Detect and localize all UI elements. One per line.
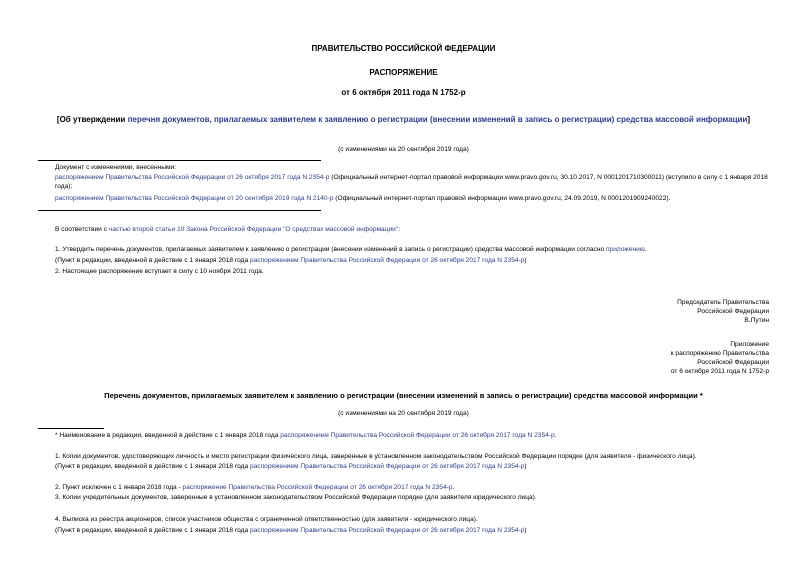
list-title: Перечень документов, прилагаемых заявителем к заявлению о регистрации (внесении изменений в запись о регистрации) средства массовой информации * <box>104 391 703 400</box>
signature-line-2: Российской Федерации <box>697 307 769 315</box>
list-item-1-note-prefix: (Пункт в редакции, введенной в действие с 1 января 2018 года <box>55 463 250 470</box>
document-title <box>40 115 767 125</box>
appendix-link[interactable]: приложению <box>605 246 645 253</box>
government-heading: ПРАВИТЕЛЬСТВО РОССИЙСКОЙ ФЕДЕРАЦИИ <box>311 44 496 53</box>
list-item-3: 3. Копии учредительных документов, заверенные в установленном законодательством Российской Федерации порядке (для заявителя юридического лица). <box>55 494 537 501</box>
title-prefix: [Об утверждении <box>56 115 128 124</box>
appendix-line-1: Приложение <box>730 341 769 348</box>
signature-line-1: Председатель Правительства <box>677 299 769 306</box>
legal-basis-suffix: : <box>398 226 401 233</box>
list-item-4-note-prefix: (Пункт в редакции, введенной в действие с 1 января 2018 года <box>55 527 250 534</box>
divider-bottom <box>38 210 321 211</box>
paragraph-1-text: 1. Утвердить перечень документов, прилагаемых заявителем к заявлению о регистрации (внесении изменений в запись о регистрации) средства массовой информации согласно <box>55 246 606 253</box>
list-item-4-note-suffix: ) <box>524 527 527 534</box>
changes-item-2-text: (Официальный интернет-портал правовой информации www.pravo.gov.ru, 24.09.2019, N 0001201909240022). <box>333 195 671 202</box>
changes-item-1-link[interactable]: распоряжением Правительства Российской Федерации от 26 октября 2017 года N 2354-р <box>55 174 330 181</box>
list-item-2-link[interactable]: распоряжение Правительства Российской Федерации от 26 октября 2017 года N 2354-р <box>182 484 453 491</box>
list-item-1: 1. Копии документов, удостоверяющих личность и место регистрации физического лица, заверенные в установленном законодательством Российской Федерации порядке (для заявителя - физического лица). <box>55 453 697 460</box>
list-item-1-note <box>55 463 527 472</box>
title-revision-note: (с изменениями на 20 сентября 2019 года) <box>338 146 469 153</box>
list-item-4-note <box>55 527 527 536</box>
changes-item-2-link[interactable]: распоряжением Правительства Российской Федерации от 20 сентября 2019 года N 2140-р <box>55 195 334 202</box>
list-item-4: 4. Выписка из реестра акционеров, список участников общества с ограниченной ответственностью (для заявителя - юридического лица). <box>55 516 478 523</box>
changes-intro: Документ с изменениями, внесенными: <box>55 164 177 171</box>
list-item-1-note-link[interactable]: распоряжением Правительства Российской Федерации от 26 октября 2017 года N 2354-р <box>249 463 525 470</box>
paragraph-1-end: . <box>644 246 647 253</box>
appendix-line-4: от 6 октября 2011 года N 1752-р <box>670 367 769 375</box>
divider-top <box>38 160 321 161</box>
list-item-4-note-link[interactable]: распоряжением Правительства Российской Федерации от 26 октября 2017 года N 2354-р <box>249 527 525 534</box>
changes-item-1-text: (Официальный интернет-портал правовой информации www.pravo.gov.ru, 30.10.2017, N 0001201710300011) (вступило в силу с 1 января 2018 года); <box>55 174 768 190</box>
list-item-2-suffix: . <box>452 484 455 491</box>
paragraph-1-note <box>55 257 527 266</box>
legal-basis-prefix: В соответствии с <box>55 226 109 233</box>
list-item-1-note-suffix: ) <box>524 463 527 470</box>
document-date-number: от 6 октября 2011 года N 1752-р <box>341 88 466 97</box>
paragraph-2: 2. Настоящее распоряжение вступает в силу с 10 ноября 2011 года. <box>55 268 264 275</box>
appendix-block <box>469 341 769 377</box>
paragraph-1-note-prefix: (Пункт в редакции, введенной в действие с 1 января 2018 года <box>55 257 250 264</box>
changes-item-1 <box>55 174 770 192</box>
signature-block <box>469 299 769 326</box>
title-suffix: ] <box>747 115 751 124</box>
paragraph-1-note-link[interactable]: распоряжением Правительства Российской Федерации от 26 октября 2017 года N 2354-р <box>249 257 525 264</box>
list-item-2-prefix: 2. Пункт исключен с 1 января 2018 года - <box>55 484 183 491</box>
footnote-divider <box>38 428 104 429</box>
list-item-2 <box>55 484 454 493</box>
appendix-line-3: Российской Федерации <box>697 358 769 366</box>
footnote-link[interactable]: распоряжением Правительства Российской Федерации от 26 октября 2017 года N 2354-р <box>280 432 555 439</box>
footnote <box>55 432 557 441</box>
legal-basis-link[interactable]: частью второй статьи 10 Закона Российской Федерации "О средствах массовой информации" <box>108 226 399 233</box>
paragraph-1 <box>55 246 647 255</box>
signature-name: В.Путин <box>744 316 769 324</box>
title-link[interactable]: перечня документов, прилагаемых заявителем к заявлению о регистрации (внесении изменений в запись о регистрации) средства массовой информации <box>127 115 748 124</box>
footnote-suffix: . <box>554 432 557 439</box>
changes-item-2 <box>55 195 770 204</box>
footnote-prefix: * Наименование в редакции, введенной в действие с 1 января 2018 года <box>55 432 281 439</box>
appendix-line-2: к распоряжению Правительства <box>670 349 769 357</box>
paragraph-1-note-suffix: ) <box>524 257 527 264</box>
legal-basis <box>55 226 400 235</box>
list-revision-note: (с изменениями на 20 сентября 2019 года) <box>338 410 469 417</box>
document-type: РАСПОРЯЖЕНИЕ <box>369 68 438 77</box>
